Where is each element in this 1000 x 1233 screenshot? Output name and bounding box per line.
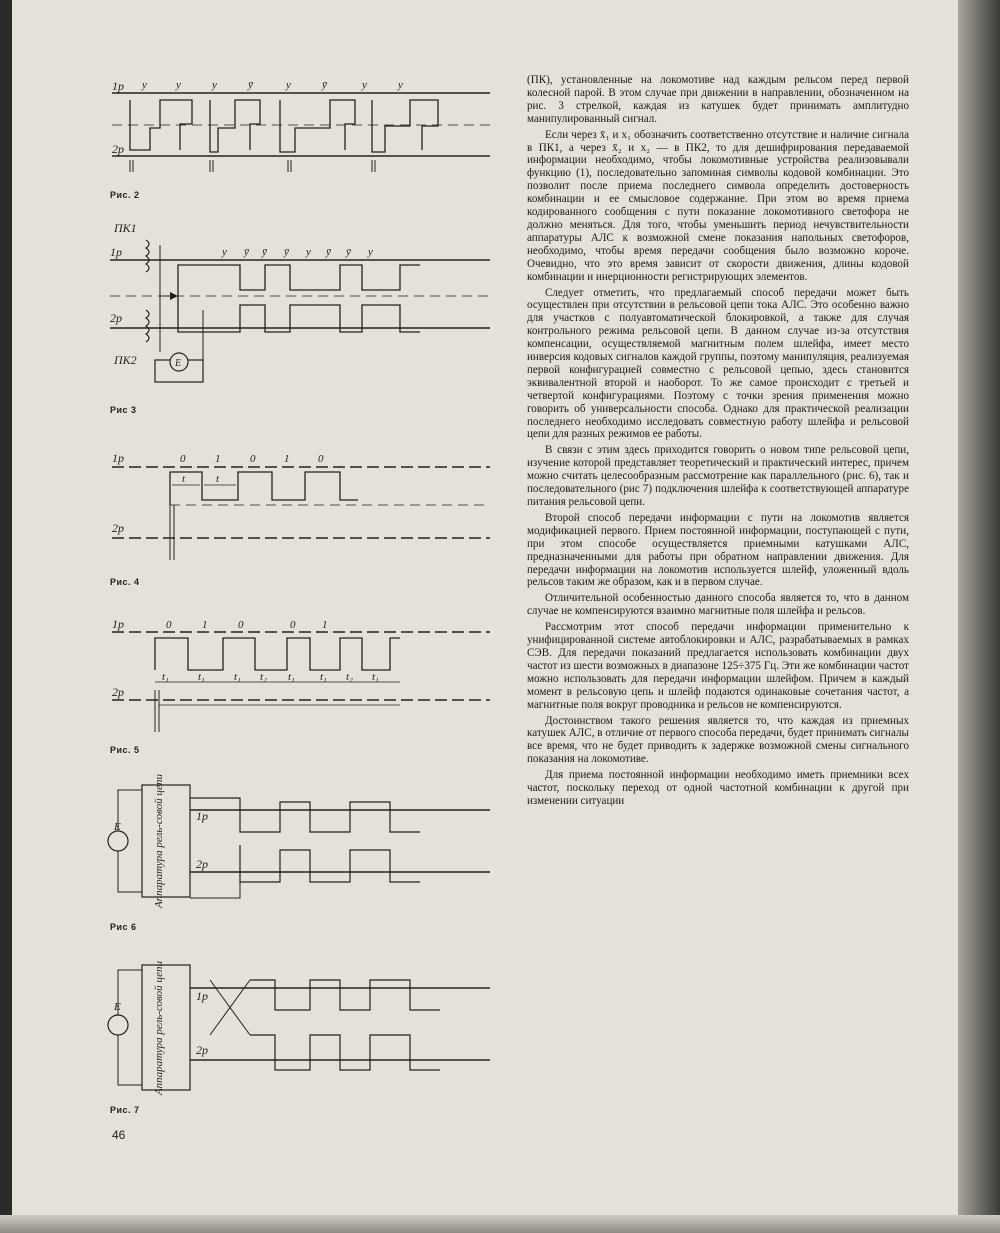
svg-text:t₂: t₂ xyxy=(260,671,267,683)
svg-text:0: 0 xyxy=(180,453,186,465)
svg-text:y: y xyxy=(212,79,217,91)
fig7-label-1r: 1р xyxy=(196,989,208,1003)
svg-text:1: 1 xyxy=(284,453,290,465)
svg-text:t₁: t₁ xyxy=(288,671,295,683)
fig5-bits xyxy=(166,619,328,631)
fig6-label-e: E xyxy=(114,821,121,833)
svg-text:ȳ: ȳ xyxy=(262,246,267,258)
fig4-bits xyxy=(180,453,324,465)
svg-text:y: y xyxy=(142,79,147,91)
fig4-t2: t xyxy=(216,473,220,485)
paragraph: Рассмотрим этот способ передачи информации применительно к унифицированной системе автоблокировки и АЛС, разрабатываемых в рамках СЭВ. Для передачи показаний предлагается использовать комбинации двух частот из шести возможных в диапазоне 125÷375 Гц. Эти же комбинации частот можно использовать для передачи информации шлейфом. Причем в каждый момент в рельсовую цепь и шлейф подаются одинаковые сочетания частот, а магнитные поля вокруг проводника и рельсов не компенсируются. xyxy=(527,621,909,711)
fig7-box-label: Аппаратура рель-совой цепи xyxy=(153,960,165,1096)
svg-text:0: 0 xyxy=(318,453,324,465)
fig4-label-1r: 1р xyxy=(112,451,124,465)
svg-text:1: 1 xyxy=(322,619,328,631)
svg-text:ȳ: ȳ xyxy=(326,246,331,258)
figure-7 xyxy=(108,960,490,1096)
svg-text:y: y xyxy=(286,79,291,91)
fig3-label-pk2: ПК2 xyxy=(114,353,137,367)
fig5-label-2r: 2р xyxy=(112,685,124,699)
svg-text:y: y xyxy=(368,246,373,258)
svg-text:t₁: t₁ xyxy=(372,671,379,683)
figure-6 xyxy=(108,773,490,909)
paragraph: Если через x̄₁ и x₁ обозначить соответственно отсутствие и наличие сигнала в ПК1, а через x̄₂ и x₂ — в ПК2, то для дешифрирования передаваемой информации необходимо, чтобы локомотивные устройства реализовывали функцию (1), последовательно запоминая символы кодовой комбинации. Это позволит после приема последнего символа определить достоверность комбинации и ее смысловое содержание. При этом во время приема кодированного сообщения с пути показание локомотивного светофора не должно меняться. Для того, чтобы уменьшить период нечувствительности аппаратуры АЛС к возможной смене показания напольных светофоров, необходимо, чтобы время передачи сообщения было возможно короче. Очевидно, что это время зависит от скорости движения, длины кодовой комбинации и инерционности регистрирующих элементов. xyxy=(527,128,909,283)
fig4-label-2r: 2р xyxy=(112,521,124,535)
figure-5 xyxy=(112,617,490,732)
svg-text:0: 0 xyxy=(250,453,256,465)
svg-text:ȳ: ȳ xyxy=(322,79,327,91)
svg-text:t₁: t₁ xyxy=(234,671,241,683)
svg-text:t₂: t₂ xyxy=(346,671,353,683)
binding-edge xyxy=(0,0,12,1233)
fig6-box-label: Аппаратура рель-совой цепи xyxy=(153,773,165,909)
svg-text:y: y xyxy=(362,79,367,91)
fig3-label-1r: 1р xyxy=(110,245,122,259)
figure-4 xyxy=(112,451,490,560)
svg-text:ȳ: ȳ xyxy=(248,79,253,91)
paragraph: Для приема постоянной информации необходимо иметь приемники всех частот, поскольку переход от одной частотной комбинации к другой при изменении ситуации xyxy=(527,769,909,807)
caption-fig5: Рис. 5 xyxy=(110,745,140,755)
paragraph: Достоинством такого решения является то, что каждая из приемных катушек АЛС, в отличие от первого способа передачи, будет принимать сигналы все время, что не будет приводить к задержке возможной смены сигнального показания на локомотиве. xyxy=(527,714,909,766)
fig3-label-pk1: ПК1 xyxy=(114,221,137,235)
fig3-label-e: E xyxy=(175,358,182,369)
svg-text:y: y xyxy=(398,79,403,91)
svg-text:ȳ: ȳ xyxy=(284,246,289,258)
svg-text:ȳ: ȳ xyxy=(244,246,249,258)
fig3-label-2r: 2р xyxy=(110,311,122,325)
caption-fig2: Рис. 2 xyxy=(110,190,140,200)
fig5-label-1r: 1р xyxy=(112,617,124,631)
fig3-symbols xyxy=(221,246,373,258)
page-curl-shadow xyxy=(958,0,1000,1233)
paragraph: В связи с этим здесь приходится говорить о новом типе рельсовой цепи, изучение которой представляет теоретический и практический интерес, причем можно считать целесообразным рассмотрение как параллельного (рис. 6), так и последовательного (рис 7) подключения шлейфа к соответствующей аппаратуре питания рельсовой цепи. xyxy=(527,444,909,508)
page-number: 46 xyxy=(112,1128,126,1142)
figure-2 xyxy=(112,79,490,172)
caption-fig3: Рис 3 xyxy=(110,405,137,415)
fig2-label-2r: 2р xyxy=(112,142,124,156)
svg-text:y: y xyxy=(306,246,311,258)
figure-3 xyxy=(110,221,490,382)
caption-fig7: Рис. 7 xyxy=(110,1105,140,1115)
svg-text:y: y xyxy=(176,79,181,91)
fig7-label-2r: 2р xyxy=(196,1043,208,1057)
svg-text:t₁: t₁ xyxy=(198,671,205,683)
fig2-label-1r: 1р xyxy=(112,79,124,93)
paragraph: (ПК), установленные на локомотиве над каждым рельсом перед первой колесной парой. В этом случае при движении в направлении, обозначенном на рис. 3 стрелкой, каждая из катушек будет принимать амплитудно манипулированный сигнал. xyxy=(527,74,909,125)
paragraph: Отличительной особенностью данного способа является то, что в данном случае не компенсируются взаимно магнитные поля шлейфа и рельсов. xyxy=(527,592,909,618)
paragraph: Второй способ передачи информации с пути на локомотив является модификацией первого. Прием постоянной информации, поступающей с пути, при этом способе осуществляется приемными катушками АЛС, предназначенными для работы при обратном направлении движения. Для передачи информации на локомотив используется шлейф, уложенный вдоль рельсов таким же образом, как и в первом случае. xyxy=(527,511,909,589)
svg-text:0: 0 xyxy=(290,619,296,631)
svg-text:1: 1 xyxy=(202,619,208,631)
svg-text:y: y xyxy=(222,246,227,258)
fig6-label-2r: 2р xyxy=(196,857,208,871)
svg-text:0: 0 xyxy=(238,619,244,631)
figures-column xyxy=(100,60,520,1140)
svg-text:ȳ: ȳ xyxy=(346,246,351,258)
fig5-t-labels xyxy=(162,671,379,683)
fig4-t1: t xyxy=(182,473,186,485)
fig6-label-1r: 1р xyxy=(196,809,208,823)
caption-fig6: Рис 6 xyxy=(110,922,137,932)
paragraph: Следует отметить, что предлагаемый способ передачи может быть осуществлен при отсутствии в рельсовой цепи тока АЛС. Это особенно важно для участков с полуавтоматической блокировкой, а также для случая контрольного режима рельсовой цепи. В данном случае из-за отсутствия компенсации, осуществляемой магнитным полем шлейфа, имеет место инверсия кодовых сигналов каждой группы, поэтому манипуляция, реализуемая первой конфигурацией совместно с рельсовой цепью, здесь становится эквивалентной второй и наоборот. То же самое происходит с третьей и четвертой конфигурациями. Поэтому с точки зрения применения можно говорить об универсальности способа. Однако для практической реализации последнего необходимо исследовать совместную работу шлейфа и рельсовой цепи для разных режимов ее работы. xyxy=(527,286,909,441)
svg-text:t₁: t₁ xyxy=(162,671,169,683)
svg-text:0: 0 xyxy=(166,619,172,631)
fig2-symbols xyxy=(141,79,403,91)
body-text-column xyxy=(527,74,909,811)
page-bottom-edge xyxy=(0,1215,1000,1233)
svg-text:t₁: t₁ xyxy=(320,671,327,683)
caption-fig4: Рис. 4 xyxy=(110,577,140,587)
svg-text:1: 1 xyxy=(215,453,221,465)
fig7-label-e: E xyxy=(114,1001,121,1013)
